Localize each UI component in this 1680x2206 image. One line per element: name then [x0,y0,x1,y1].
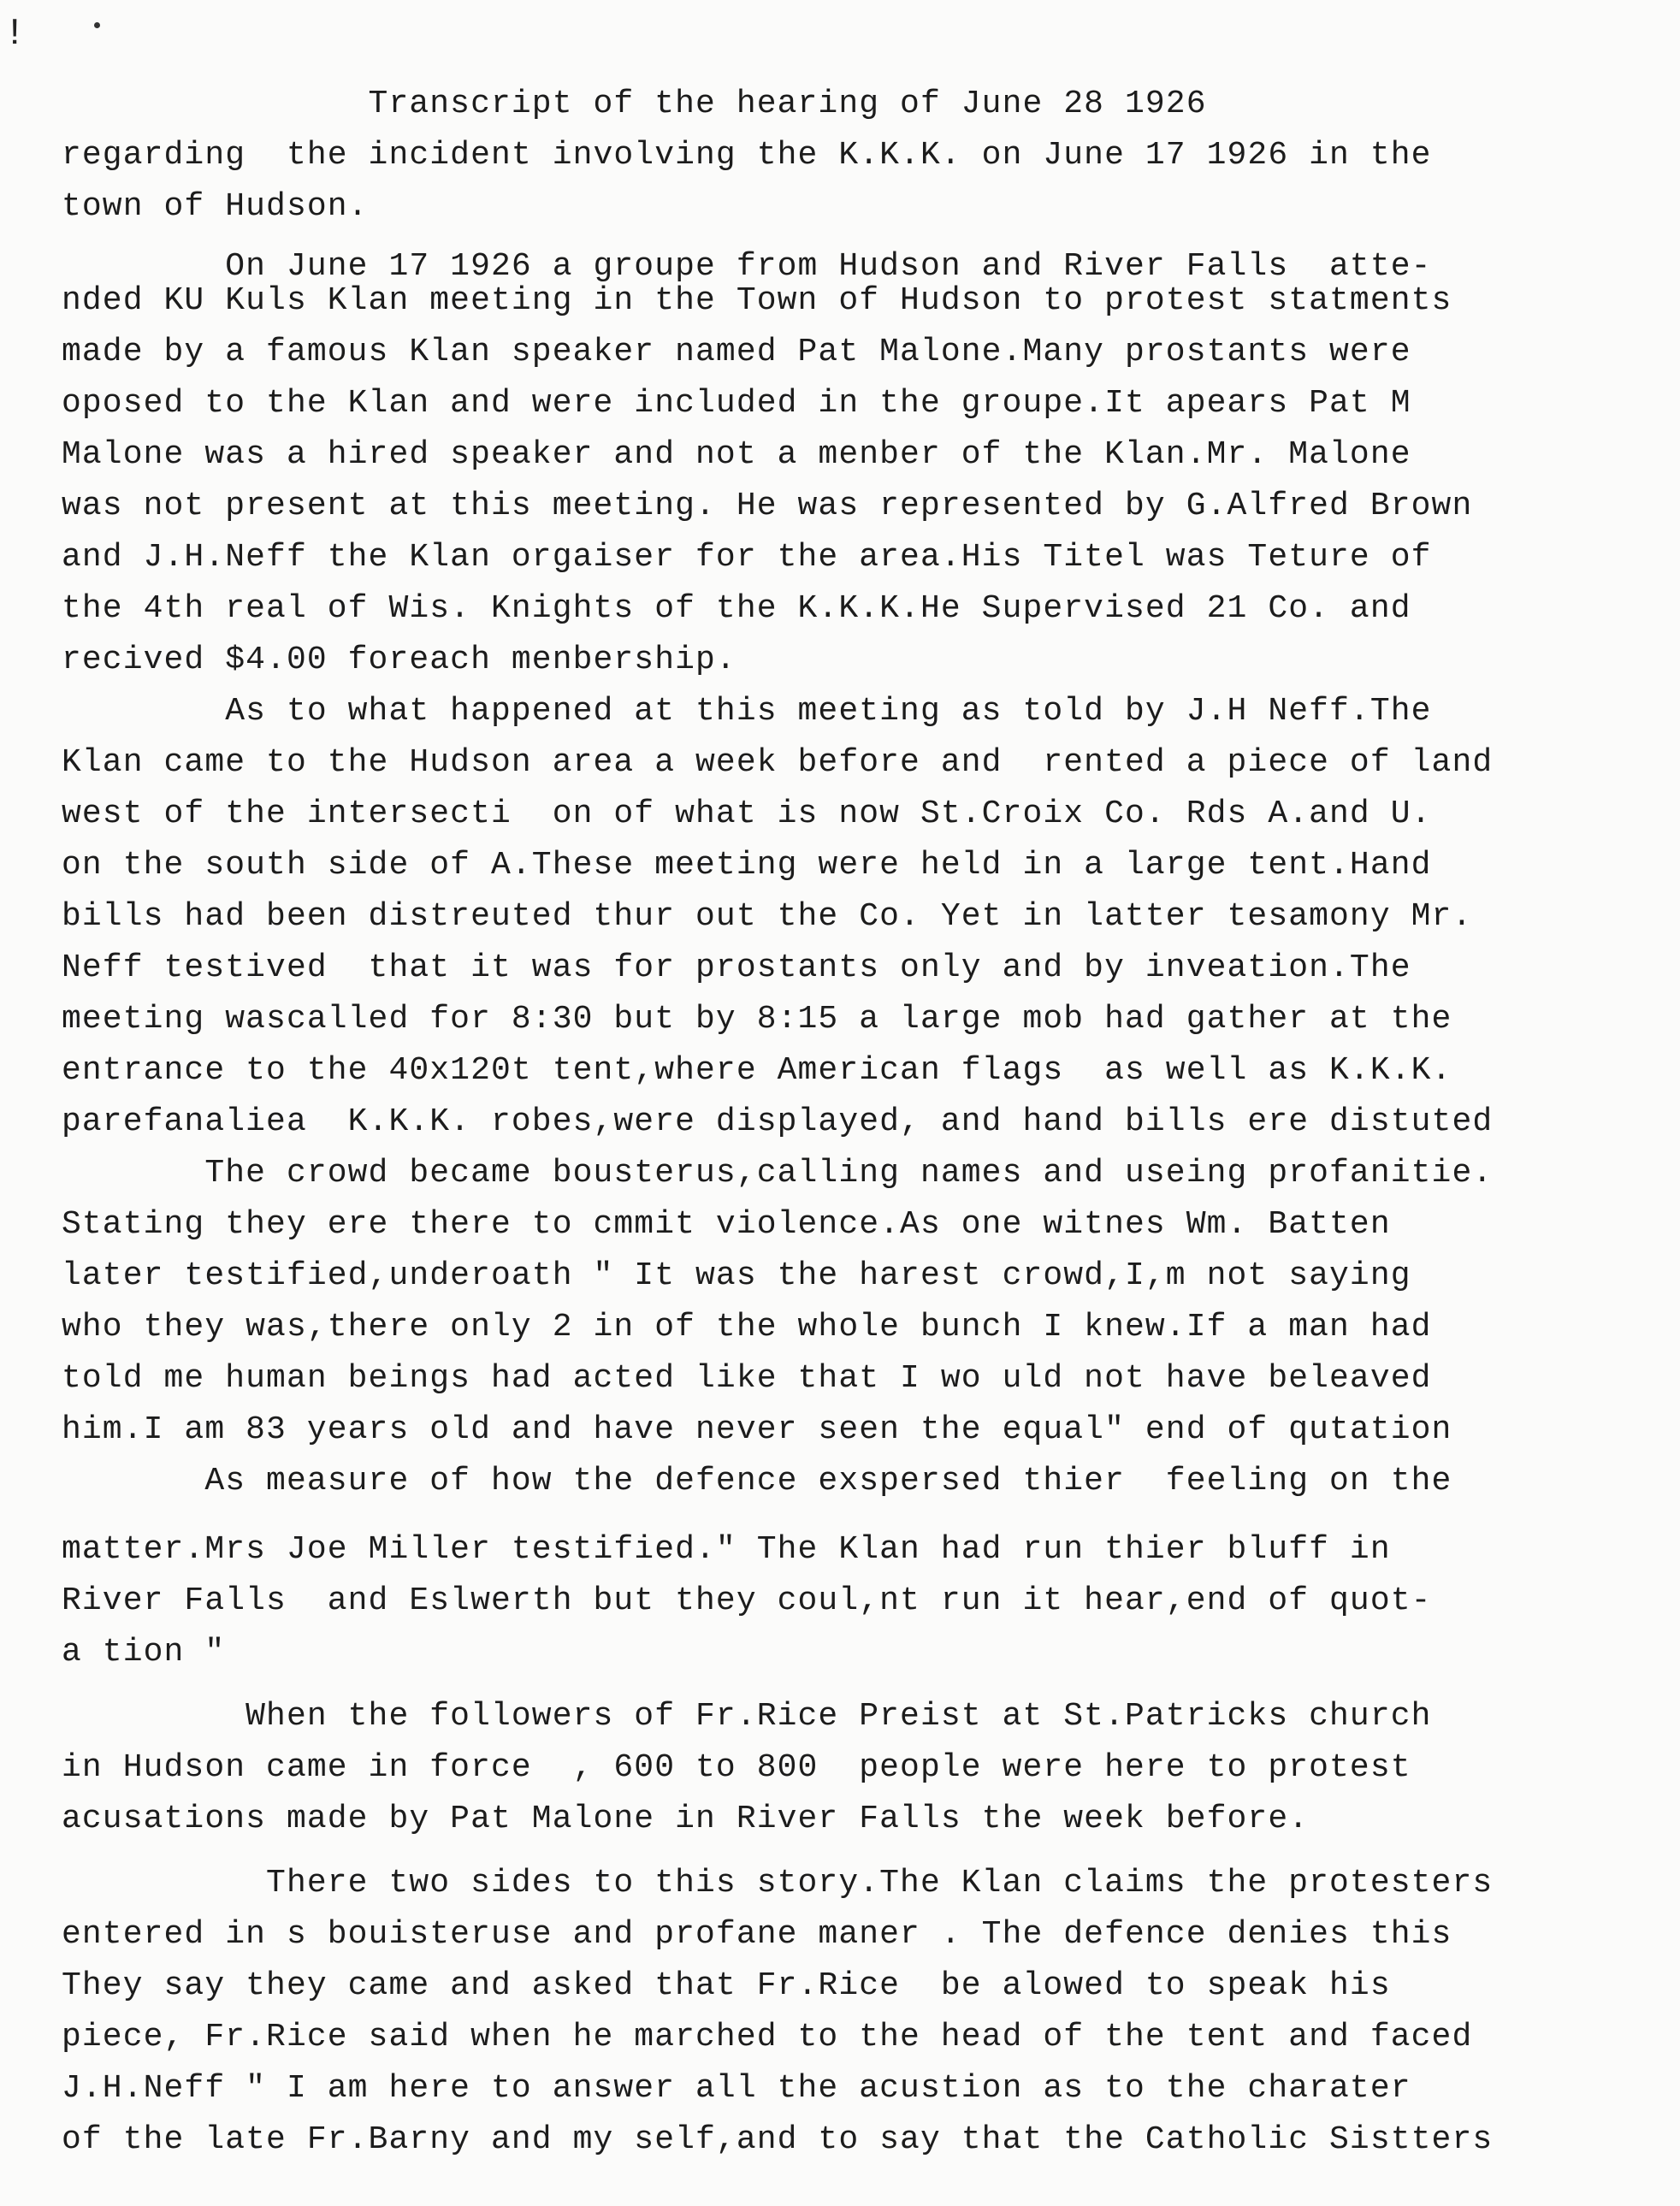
text-line: entered in s bouisteruse and profane maner . The defence denies this [62,1916,1452,1953]
text-line: On June 17 1926 a groupe from Hudson and River Falls atte- [62,248,1432,285]
text-line: later testified,underoath " It was the harest crowd,I,m not saying [62,1257,1411,1294]
text-line: regarding the incident involving the K.K.K. on June 17 1926 in the [62,137,1432,174]
text-line: piece, Fr.Rice said when he marched to the head of the tent and faced [62,2019,1473,2055]
text-line: oposed to the Klan and were included in the groupe.It apears Pat M [62,385,1411,422]
text-line: As to what happened at this meeting as told by J.H Neff.The [62,693,1432,730]
text-line: in Hudson came in force , 600 to 800 people were here to protest [62,1749,1411,1786]
text-line: entrance to the 40x120t tent,where American flags as well as K.K.K. [62,1052,1452,1089]
text-line: Neff testived that it was for prostants only and by inveation.The [62,949,1411,986]
text-line: bills had been distreuted thur out the Co. Yet in latter tesamony Mr. [62,898,1473,935]
text-line: meeting wascalled for 8:30 but by 8:15 a large mob had gather at the [62,1001,1452,1038]
text-line: a tion " [62,1634,226,1671]
text-line: was not present at this meeting. He was represented by G.Alfred Brown [62,488,1473,524]
text-line: west of the intersecti on of what is now St.Croix Co. Rds A.and U. [62,795,1432,832]
text-line: on the south side of A.These meeting were held in a large tent.Hand [62,847,1432,884]
text-line: River Falls and Eslwerth but they coul,nt run it hear,end of quot- [62,1582,1432,1619]
text-line: him.I am 83 years old and have never seen the equal" end of qutation [62,1411,1452,1448]
text-line: who they was,there only 2 in of the whole bunch I knew.If a man had [62,1309,1432,1345]
ink-dot [94,22,100,28]
text-line: nded KU Kuls Klan meeting in the Town of Hudson to protest statments [62,282,1452,319]
text-line: of the late Fr.Barny and my self,and to say that the Catholic Sistters [62,2121,1494,2158]
text-line: matter.Mrs Joe Miller testified." The Klan had run thier bluff in [62,1531,1391,1568]
text-line: When the followers of Fr.Rice Preist at St.Patricks church [62,1698,1432,1735]
text-line: town of Hudson. [62,188,369,225]
text-line: They say they came and asked that Fr.Rice be alowed to speak his [62,1967,1391,2004]
text-line: parefanaliea K.K.K. robes,were displayed, and hand bills ere distuted [62,1103,1494,1140]
text-line: Stating they ere there to cmmit violence.As one witnes Wm. Batten [62,1206,1391,1243]
text-line: Klan came to the Hudson area a week before and rented a piece of land [62,744,1494,781]
text-line: There two sides to this story.The Klan claims the protesters [62,1865,1494,1901]
text-line: and J.H.Neff the Klan orgaiser for the area.His Titel was Teture of [62,539,1432,576]
text-line: As measure of how the defence exspersed thier feeling on the [62,1463,1452,1499]
text-line: The crowd became bousterus,calling names and useing profanitie. [62,1155,1494,1192]
text-line: recived $4.00 foreach menbership. [62,642,736,678]
text-line: the 4th real of Wis. Knights of the K.K.K.He Supervised 21 Co. and [62,590,1411,627]
text-line: J.H.Neff " I am here to answer all the acustion as to the charater [62,2070,1411,2107]
text-line: acusations made by Pat Malone in River Falls the week before. [62,1801,1310,1837]
text-line: Malone was a hired speaker and not a menber of the Klan.Mr. Malone [62,436,1411,473]
text-line: made by a famous Klan speaker named Pat Malone.Many prostants were [62,334,1411,370]
title-line: Transcript of the hearing of June 28 1926 [62,86,1207,122]
text-line: told me human beings had acted like that I wo uld not have beleaved [62,1360,1432,1397]
margin-mark: ! [3,13,27,56]
